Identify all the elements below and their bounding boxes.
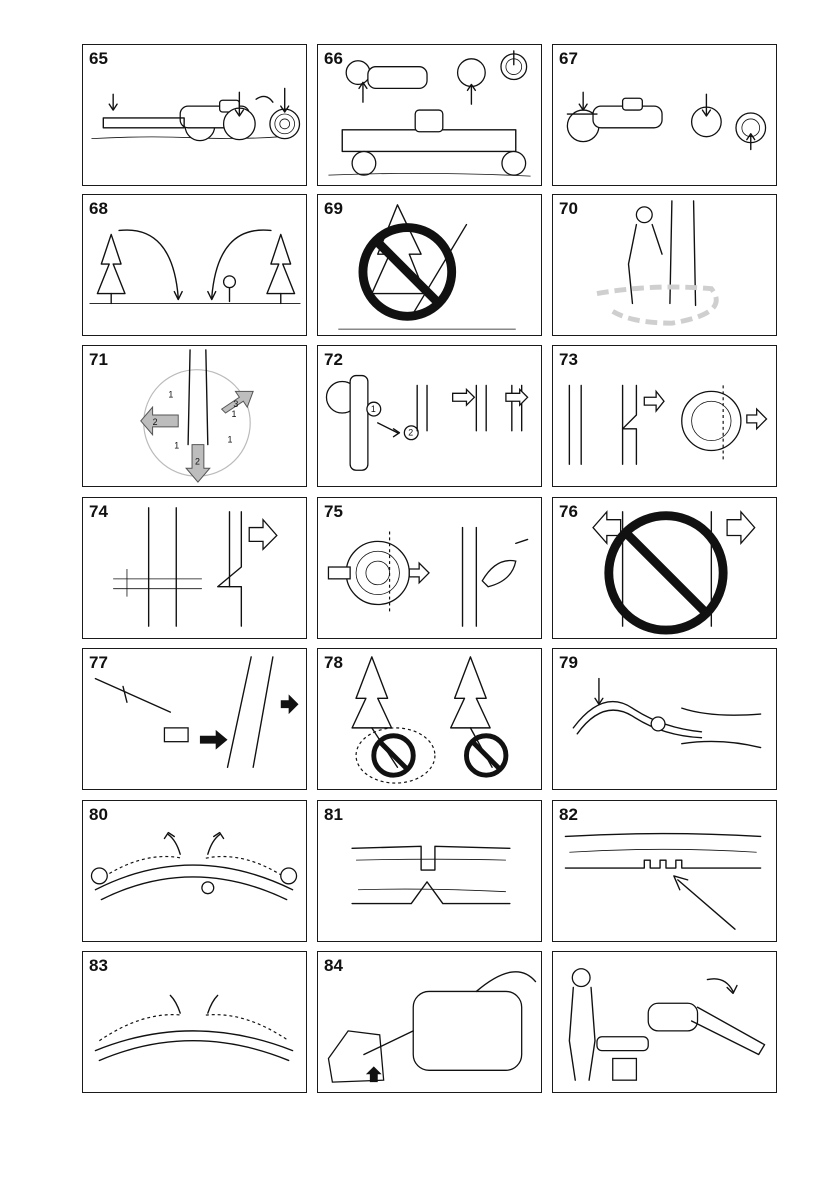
illustration-bucking-log-saw [83,45,306,185]
illustration-bucking-from-below [553,45,776,185]
arrow-label: 3 [233,399,239,410]
figure-number: 77 [89,653,108,672]
illustration-hinge-wood [318,498,541,638]
sector-label: 1 [168,389,174,400]
figure-panel-83 [82,951,307,1093]
figure-panel-72 [317,345,542,487]
figure-panel-80 [82,800,307,942]
figure-panel-76 [552,497,777,639]
figure-panel-81 [317,800,542,942]
illustration-felling-cut-height [83,498,306,638]
figure-number: 79 [559,653,578,672]
illustration-operator-chain-brake [553,952,776,1092]
figure-number: 68 [89,199,108,218]
figure-number: 65 [89,49,108,68]
illustration-bent-trunk-kerfs [83,952,306,1092]
figure-panel-73 [552,345,777,487]
figure-number: 67 [559,49,578,68]
figure-number: 76 [559,502,578,521]
illustration-clearing-around-trunk [553,195,776,335]
illustration-cutting-bent-trunk [83,801,306,941]
figure-panel-74 [82,497,307,639]
figure-panel-71 [82,345,307,487]
figure-panel-79 [552,648,777,790]
figure-panel-77 [82,648,307,790]
figure-number: 74 [89,502,108,521]
figure-panel-85 [552,951,777,1093]
illustration-log-on-supports [318,45,541,185]
illustration-multiple-kerfs [553,801,776,941]
figure-number: 80 [89,805,108,824]
arrow-label: 2 [194,456,200,467]
illustration-tree-under-tension [553,649,776,789]
sector-label: 1 [231,408,237,419]
illustration-prohibited-lodged-tree-work [318,649,541,789]
step-label: 1 [370,404,376,415]
figure-panel-68 [82,194,307,336]
illustration-sight-felling-direction [318,346,541,486]
figure-number: 71 [89,350,108,369]
figure-panel-84 [317,951,542,1093]
figure-panel-70 [552,194,777,336]
figure-panel-82 [552,800,777,942]
figure-number: 73 [559,350,578,369]
figure-number: 75 [324,502,343,521]
figure-number: 82 [559,805,578,824]
illustration-felling-lever-wedge [83,649,306,789]
illustration-felling-direction [83,346,306,486]
figure-panel-75 [317,497,542,639]
arrow-label: 2 [152,416,158,427]
figure-number: 70 [559,199,578,218]
illustration-prohibited-wrong-hinge [553,498,776,638]
figure-number: 72 [324,350,343,369]
figure-number: 83 [89,956,108,975]
step-label: 2 [408,427,414,438]
figure-panel-66 [317,44,542,186]
figure-number: 66 [324,49,343,68]
figure-number: 84 [324,956,343,975]
figure-number: 78 [324,653,343,672]
figure-number: 69 [324,199,343,218]
illustration-felling-danger-zone [83,195,306,335]
illustration-compression-cut-kerf [318,801,541,941]
figure-panel-67 [552,44,777,186]
illustration-prohibited-tree-lodged [318,195,541,335]
figure-panel-78 [317,648,542,790]
illustration-chain-brake-check [318,952,541,1092]
figure-number: 81 [324,805,343,824]
figure-panel-69 [317,194,542,336]
figure-panel-65 [82,44,307,186]
sector-label: 1 [174,440,180,451]
illustration-directional-cut [553,346,776,486]
sector-label: 1 [227,434,233,445]
